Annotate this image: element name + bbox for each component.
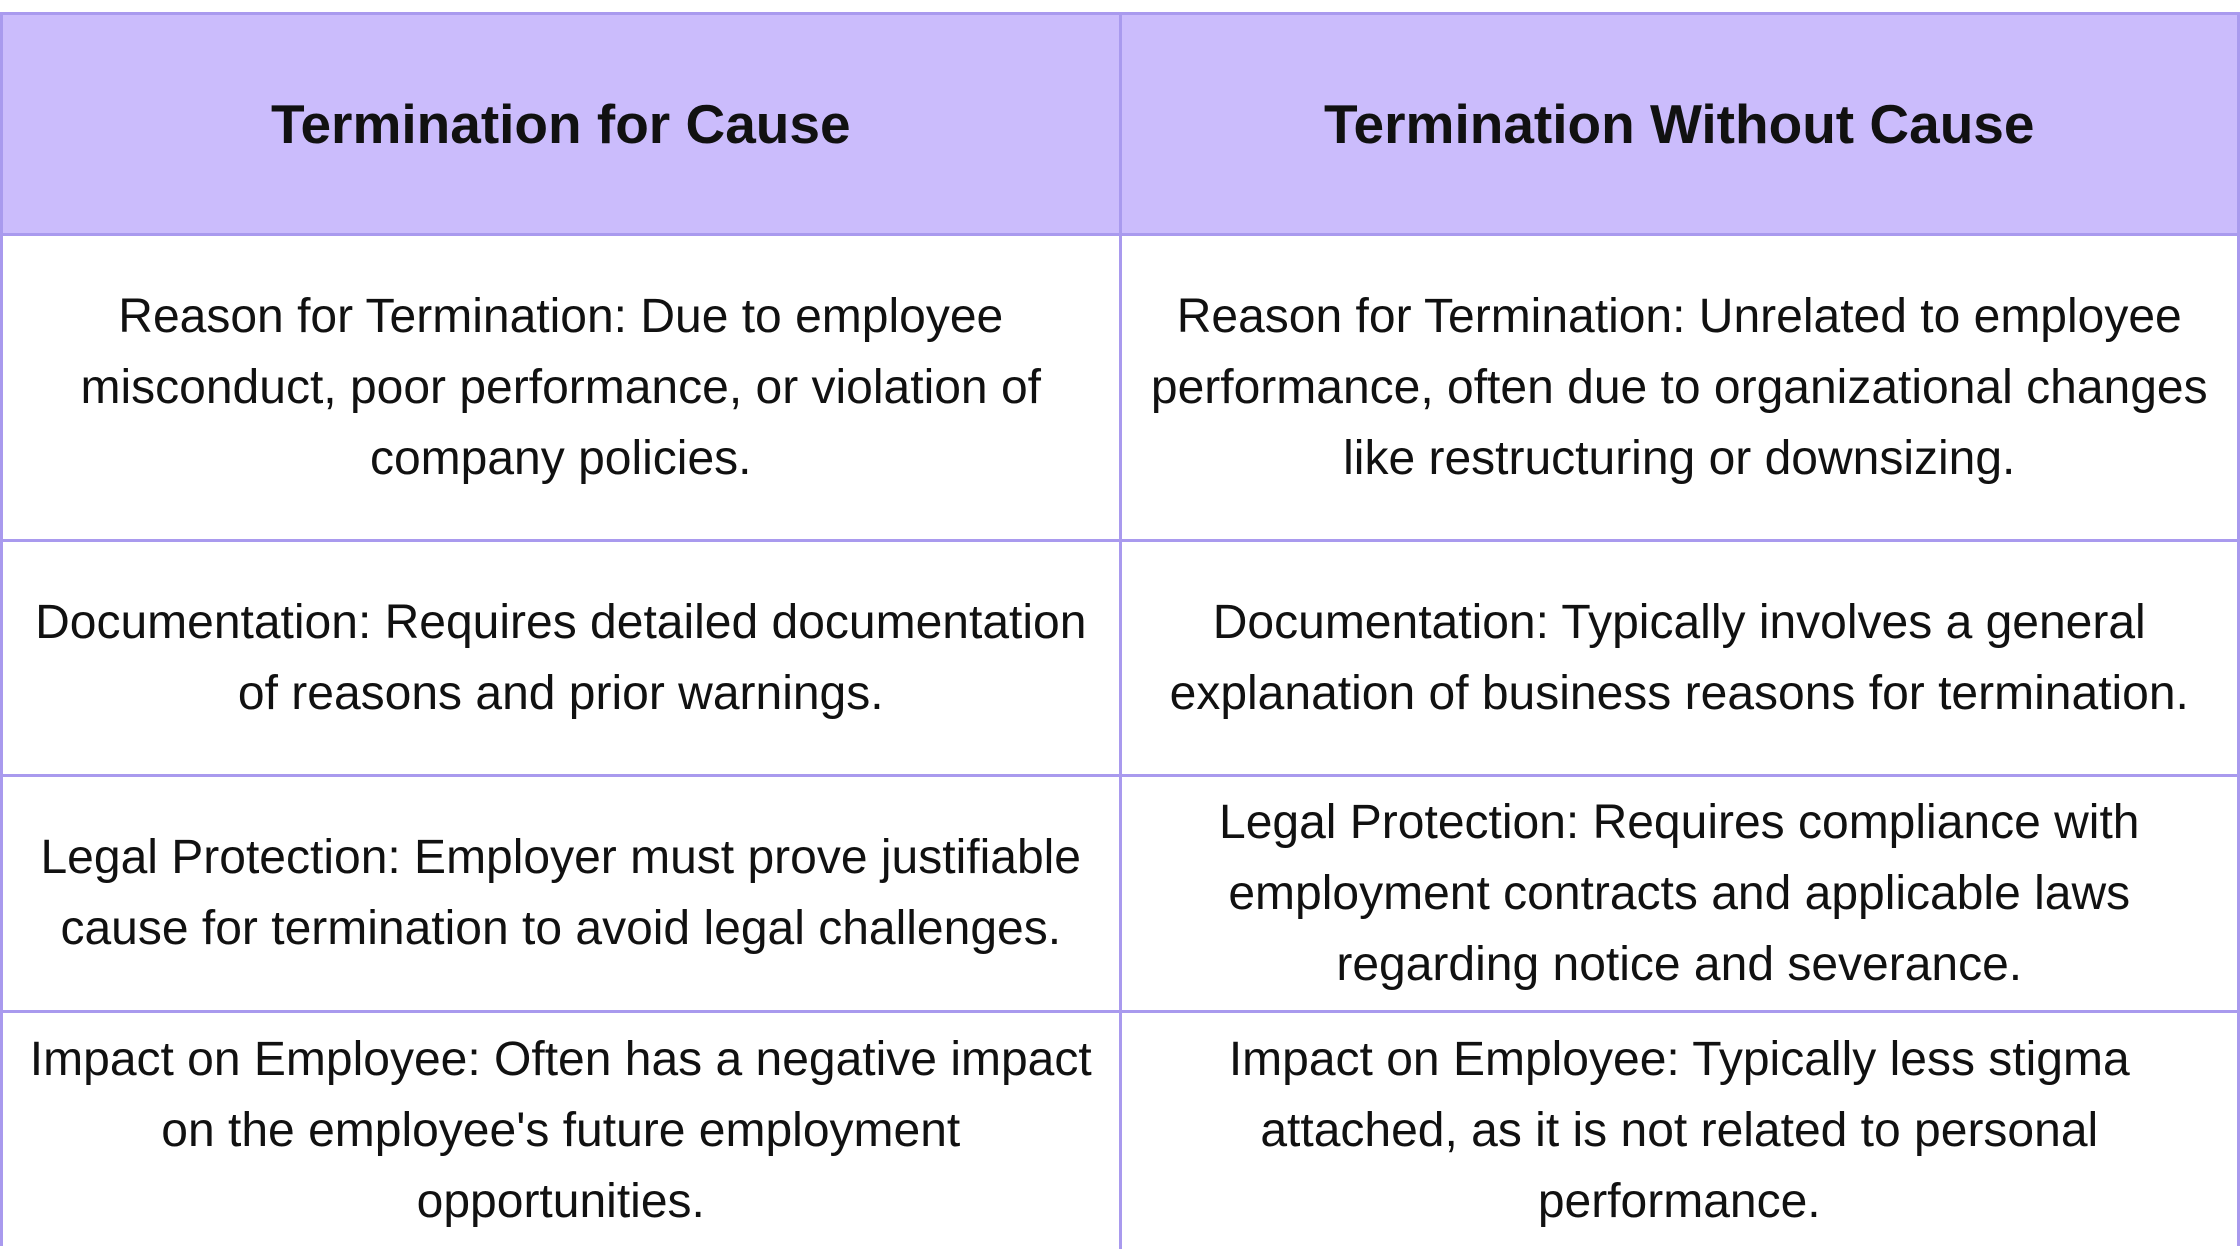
cell-reason-cause: Reason for Termination: Due to employee misconduct, poor performance, or violation of company policies. — [3, 234, 1120, 540]
header-cause: Termination for Cause — [3, 15, 1120, 234]
cell-documentation-cause: Documentation: Requires detailed documentation of reasons and prior warnings. — [3, 540, 1120, 775]
table-row — [3, 1011, 2237, 1249]
cell-impact-without-cause: Impact on Employee: Typically less stigma attached, as it is not related to personal performance. — [1120, 1011, 2237, 1249]
table-body — [3, 234, 2237, 1249]
table-header — [3, 15, 2237, 234]
table-row — [3, 234, 2237, 540]
cell-legal-cause: Legal Protection: Employer must prove justifiable cause for termination to avoid legal challenges. — [3, 775, 1120, 1011]
table-row — [3, 540, 2237, 775]
cell-impact-cause: Impact on Employee: Often has a negative impact on the employee's future employment opportunities. — [3, 1011, 1120, 1249]
cell-legal-without-cause: Legal Protection: Requires compliance with employment contracts and applicable laws regarding notice and severance. — [1120, 775, 2237, 1011]
cell-reason-without-cause: Reason for Termination: Unrelated to employee performance, often due to organizational changes like restructuring or downsizing. — [1120, 234, 2237, 540]
header-without-cause: Termination Without Cause — [1120, 15, 2237, 234]
termination-comparison-table — [3, 15, 2237, 1249]
comparison-table-container — [0, 12, 2240, 1246]
header-row — [3, 15, 2237, 234]
table-row — [3, 775, 2237, 1011]
cell-documentation-without-cause: Documentation: Typically involves a general explanation of business reasons for termination. — [1120, 540, 2237, 775]
